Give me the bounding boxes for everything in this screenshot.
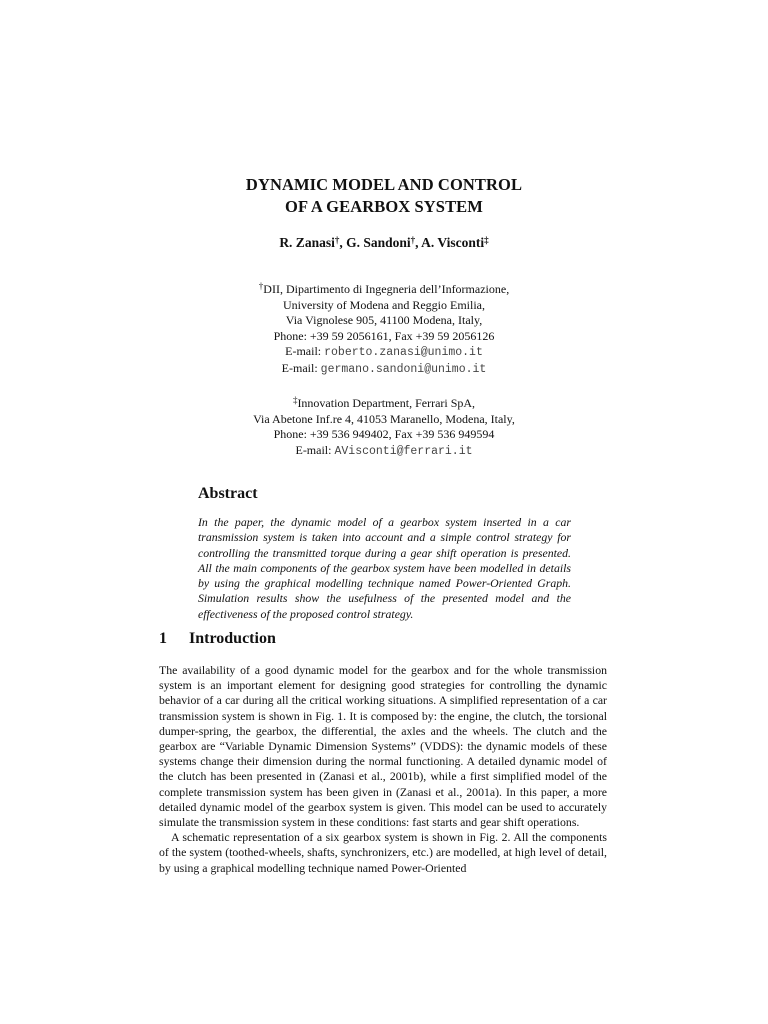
author-name: R. Zanasi [279, 235, 335, 250]
affiliation-line: Phone: +39 59 2056161, Fax +39 59 2056126 [273, 328, 495, 343]
paragraph: A schematic representation of a six gearbox system is shown in Fig. 2. All the components of the system (toothed-wheels, shafts, synchronizers, etc.) are modelled, at high level of detail, by using a graphical modelling technique named Power-Oriented [159, 830, 607, 875]
email-address[interactable]: germano.sandoni@unimo.it [320, 362, 487, 376]
paper-title-line-2: OF A GEARBOX SYSTEM [285, 197, 483, 216]
author-mark: † [410, 235, 416, 245]
affiliation-block-2 [0, 393, 768, 459]
email-line: E-mail: germano.sandoni@unimo.it [281, 360, 487, 376]
affiliation-mark: ‡ [292, 395, 298, 405]
affiliation-block-1 [0, 279, 768, 377]
affiliation-mark: † [258, 281, 264, 291]
author-name: G. Sandoni [346, 235, 411, 250]
author-name: A. Visconti [421, 235, 485, 250]
affiliation-line: ‡Innovation Department, Ferrari SpA, [292, 395, 476, 410]
email-line: E-mail: roberto.zanasi@unimo.it [285, 344, 483, 359]
email-address[interactable]: roberto.zanasi@unimo.it [324, 346, 483, 359]
affiliation-line: Via Vignolese 905, 41100 Modena, Italy, [285, 313, 483, 327]
paper-title-line-1: DYNAMIC MODEL AND CONTROL [245, 175, 523, 194]
section-body [159, 663, 607, 876]
abstract-heading: Abstract [198, 485, 258, 502]
section-number: 1 [159, 630, 167, 647]
section-heading [159, 630, 276, 648]
affiliation-line: Phone: +39 536 949402, Fax +39 536 949594 [273, 427, 495, 441]
abstract-text: In the paper, the dynamic model of a gearbox system inserted in a car transmission system is taken into account and a simple control strategy for controlling the transmitted torque during a gear shift operation is presented. All the main components of the gearbox system have been modelled in details by using the graphical modelling technique named Power-Oriented Graph. Simulation results show the usefulness of the presented model and the effectiveness of the proposed control strategy. [198, 515, 571, 621]
email-address[interactable]: AVisconti@ferrari.it [334, 444, 473, 458]
email-line: E-mail: AVisconti@ferrari.it [295, 442, 473, 458]
paragraph: The availability of a good dynamic model for the gearbox and for the whole transmission system is an important element for designing good strategies for controlling the dynamic behavior of a car during all the critical working situations. A simplified representation of a car transmission system is shown in Fig. 1. It is composed by: the engine, the clutch, the torsional dumper-spring, the gearbox, the differential, the axles and the wheels. The clutch and the gearbox are “Variable Dynamic Dimension Systems” (VDDS): the dynamic models of these systems change their dimension during the normal functioning. A detailed dynamic model of the clutch has been presented in (Zanasi et al., 2001b), while a first simplified model of the complete transmission system has been given in (Zanasi et al., 2001a). In this paper, a more detailed dynamic model of the gearbox system is given. This model can be used to accurately simulate the transmission system in these conditions: fast starts and gear shift operations. [159, 663, 607, 830]
author-mark: ‡ [484, 235, 489, 245]
affiliation-line: Via Abetone Inf.re 4, 41053 Maranello, Modena, Italy, [253, 411, 515, 426]
section-title: Introduction [189, 630, 276, 647]
affiliation-line: †DII, Dipartimento di Ingegneria dell’Informazione, [258, 281, 510, 296]
author-mark: † [334, 235, 340, 245]
author-list: R. Zanasi†, G. Sandoni†, A. Visconti‡ [279, 235, 489, 250]
affiliation-line: University of Modena and Reggio Emilia, [283, 297, 485, 312]
